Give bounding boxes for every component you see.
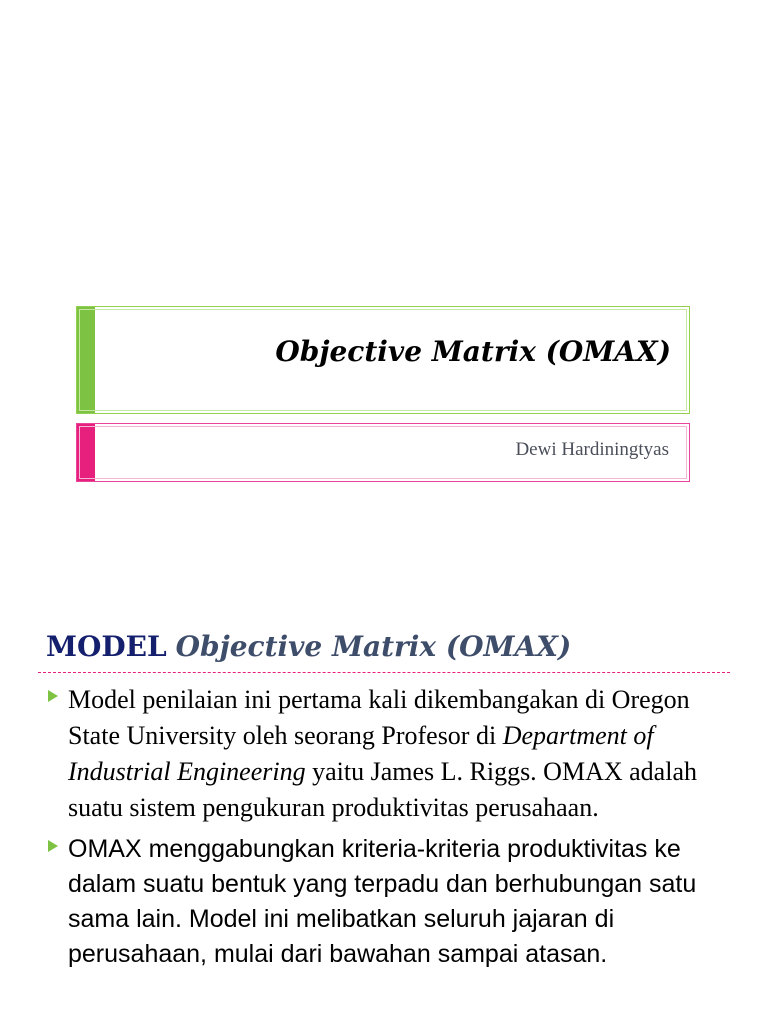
bullet1-italic: Department of Industrial Engineering [68,721,654,786]
bullet-arrow-icon [48,840,58,852]
subtitle-accent-bar [77,424,95,481]
subtitle-box [76,423,690,482]
bullet1-text-end: yaitu James L. Riggs. OMAX adalah suatu sistem pengukuran produktivitas perusahaan. [68,757,697,822]
heading-bold: MODEL [46,630,167,663]
slide-title: Objective Matrix (OMAX) [275,335,671,368]
bullet-item-2 [46,832,736,972]
bullet-list [46,682,736,978]
bullet2-text: OMAX menggabungkan kriteria-kriteria produktivitas ke dalam suatu bentuk yang terpadu dan berhubungan satu sama lain. Model ini melibatkan seluruh jajaran di perusahaan, mulai dari bawahan sampai atasan. [68,835,697,968]
title-box [76,306,690,414]
heading-divider [38,672,730,673]
title-accent-bar [77,307,95,413]
bullet-arrow-icon [48,690,58,702]
slide-subtitle: Dewi Hardiningtyas [515,439,669,460]
heading-italic: Objective Matrix (OMAX) [175,630,572,663]
content-slide [0,600,768,1024]
bullet1-text: Model penilaian ini pertama kali dikembangakan di Oregon State University oleh seorang Profesor di [68,685,690,750]
bullet-item-1 [46,682,736,826]
content-heading [46,630,571,663]
